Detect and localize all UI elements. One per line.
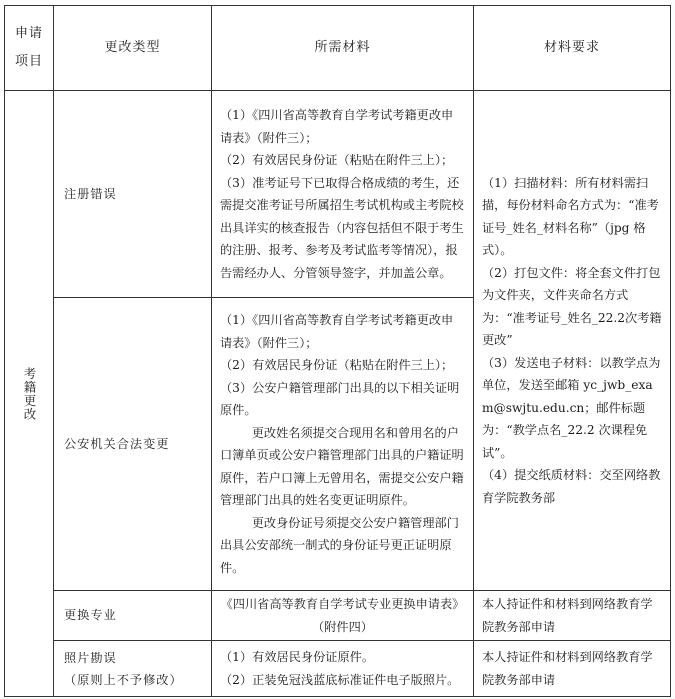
type-major-change: 更换专业 (54, 591, 212, 641)
requirement-item: （3）发送电子材料：以教学点为单位，发送至邮箱 yc_jwb_exam@swjtu.edu.cn；邮件标题为：“教学点名_22.2 次课程免试”。 (482, 355, 661, 460)
type-legal-change: 公安机关合法变更 (54, 298, 212, 591)
type-registration-error: 注册错误 (54, 91, 212, 298)
requirement-item: （4）提交纸质材料：交至网络教育学院教务部 (482, 468, 661, 505)
materials-photo-error (212, 641, 474, 697)
material-item: （3）公安户籍管理部门出具的以下相关证明原件。 (220, 380, 460, 417)
requirement-major-change: 本人持证件和材料到网络教育学院教务部申请 (474, 591, 671, 641)
materials-major-change: 《四川省高等教育自学考试专业更换申请表》（附件四） (212, 591, 474, 641)
material-item: （1）《四川省高等教育自学考试考籍更改申请表》（附件三）； (220, 313, 454, 350)
header-requirements: 材料要求 (474, 6, 671, 91)
requirement-photo-error: 本人持证件和材料到网络教育学院教务部申请 (474, 641, 671, 697)
header-apply-line1: 申请 (14, 26, 43, 41)
material-item: （2）有效居民身份证（粘贴在附件三上）； (220, 153, 454, 167)
row-photo-error (5, 641, 671, 697)
materials-registration-error (212, 91, 474, 298)
category-label: 考籍更改 (22, 366, 37, 421)
header-materials: 所需材料 (212, 6, 474, 91)
header-change-type: 更改类型 (54, 6, 212, 91)
shared-requirements (474, 91, 671, 591)
header-row (5, 6, 671, 91)
type-photo-error-line1: 照片勘误 (64, 650, 117, 665)
row-major-change (5, 591, 671, 641)
document-page (4, 5, 671, 697)
material-item: （3）准考证号下已取得合格成绩的考生，还需提交准考证号所属招生考试机构或主考院校出具详实的核查报告（内容包括但不限于考生的注册、报考、参考及考试监考等情况），报告需经办人、分管领导签字，并加盖公章。 (220, 175, 464, 280)
type-photo-error-line2: （原则上不予修改） (64, 672, 183, 687)
material-item: （1）《四川省高等教育自学考试考籍更改申请表》（附件三）； (220, 108, 454, 145)
category-cell (5, 91, 54, 697)
change-request-table (4, 5, 671, 697)
material-item: （1）有效居民身份证原件。 (220, 650, 375, 664)
header-apply-project (5, 6, 54, 91)
material-item: 更改身份证号须提交公安户籍管理部门出具公安部统一制式的身份证号更正证明原件。 (220, 515, 459, 575)
row-registration-error (5, 91, 671, 298)
header-apply-line2: 项目 (14, 54, 43, 69)
material-item: 更改姓名须提交合现用名和曾用名的户口簿单页或公安户籍管理部门出具的户籍证明原件，若户口簿上无曾用名，需提交公安户籍管理部门出具的姓名变更证明原件。 (220, 425, 464, 507)
materials-legal-change (212, 298, 474, 591)
material-item: （2）有效居民身份证（粘贴在附件三上）； (220, 358, 454, 372)
requirement-item: （2）打包文件：将全套文件打包为文件夹，文件夹命名方式为：“准考证号_姓名_22.2次考籍更改” (482, 265, 662, 348)
material-item: （2）正装免冠浅蓝底标准证件电子版照片。 (220, 672, 460, 687)
type-photo-error (54, 641, 212, 697)
requirement-item: （1）扫描材料：所有材料需扫描，每份材料命名方式为：“准考证号_姓名_材料名称”（jpg 格式）。 (482, 175, 659, 258)
